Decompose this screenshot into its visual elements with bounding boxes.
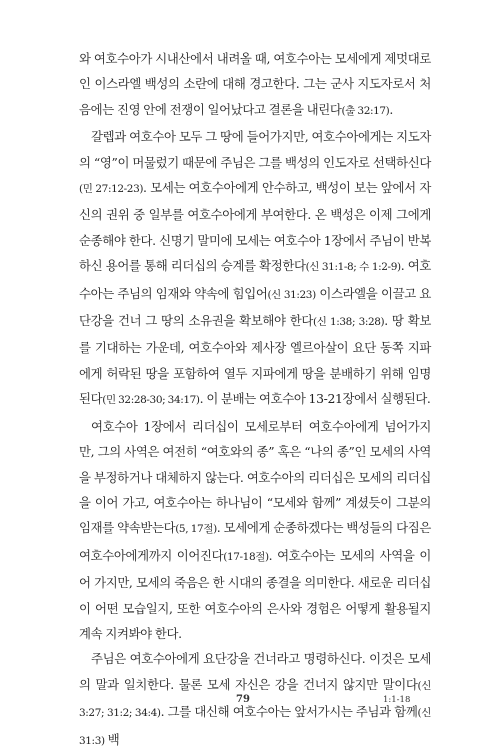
scripture-citation: (민 32:28-30; 34:17)	[102, 394, 200, 407]
paragraph-text: 여호수아 1장에서 리더십이 모세로부터 여호수아에게 넘어가지만, 그의 사역은 여전히 “여호와의 종” 혹은 “나의 종”인 모세의 사역을 부정하거나 대체하지 않는다. 여호수아의 리더십은 모세의 리더십을 이어 가고, 여호수아는 하나님이 “모세와 함께” 계셨듯이 그분의 임재를 약속받는다	[79, 418, 431, 536]
paragraph-text: . 여호수아는 주님의 임재와 약속에 힘입어	[79, 258, 432, 301]
paragraph-text: 이스라엘을 이끌고 요단강을 건너 그 땅의 소유권을 확보해야 한다	[79, 285, 431, 329]
scripture-citation: (신 1:38; 3:28)	[313, 316, 385, 329]
paragraph-text: .	[389, 101, 393, 117]
scripture-citation: (17-18절)	[223, 550, 269, 563]
paragraph-text: . 모세에게 순종하겠다는 백성들의 다짐은 여호수아에게까지 이어진다	[79, 520, 431, 563]
paragraph-text: 주님은 여호수아에게 요단강을 건너라고 명령하신다. 이것은 모세의 말과 일치한다. 물론 모세 자신은 강을 건너지 않지만 말이다	[79, 651, 431, 692]
scripture-citation: (신 31:23)	[267, 288, 316, 301]
paragraph-text: 갈렙과 여호수아 모두 그 땅에 들어가지만, 여호수아에게는 지도자의 “영”이 머물렀기 때문에 주님은 그를 백성의 인도자로 선택하신다	[79, 129, 431, 170]
scripture-citation: (신 3:27; 31:2; 34:4)	[79, 679, 431, 720]
paragraph	[79, 124, 431, 413]
paragraph-text: . 땅 확보를 기대하는 가운데, 여호수아와 제사장 엘르아살이 요단 동쪽 지파에게 허락된 땅을 포함하여 열두 지파에게 땅을 분배하기 위해 임명된다	[79, 313, 432, 407]
paragraph-text: 백	[104, 731, 120, 747]
page-number: 79	[236, 694, 250, 705]
paragraph	[79, 414, 431, 647]
page-body	[79, 46, 431, 754]
page-footer	[0, 694, 500, 710]
scripture-citation: (출 32:17)	[341, 104, 390, 117]
scripture-citation: (신 31:3)	[79, 707, 431, 747]
scripture-citation: (민 27:12-23)	[79, 183, 144, 196]
paragraph-text: . 여호수아는 모세의 사역을 이어 가지만, 모세의 죽음은 한 시대의 종결을 의미한다. 새로운 리더십이 어떤 모습일지, 또한 여호수아의 은사와 경험은 어떻게 활용될지 계속 지켜봐야 한다.	[79, 547, 431, 641]
paragraph-text: . 그를 대신해 여호수아는 앞서가시는 주님과 함께	[160, 704, 418, 720]
paragraph-text: 와 여호수아가 시내산에서 내려올 때, 여호수아는 모세에게 제멋대로인 이스라엘 백성의 소란에 대해 경고한다. 그는 군사 지도자로서 처음에는 진영 안에 전쟁이 일어났다고 결론을 내린다	[79, 51, 431, 117]
scripture-citation: (신 31:1-8; 수 1:2-9)	[305, 261, 401, 274]
scripture-citation: (5, 17절)	[175, 523, 217, 536]
paragraph-text: . 이 분배는 여호수아 13-21장에서 실행된다.	[199, 391, 431, 407]
paragraph	[79, 46, 431, 124]
paragraph-text: . 모세는 여호수아에게 안수하고, 백성이 보는 앞에서 자신의 권위 중 일부를 여호수아에게 부여한다. 온 백성은 이제 그에게 순종해야 한다. 신명기 말미에 모세는 여호수아 1장에서 주님이 반복하신 용어를 통해 리더십의 승계를 확정한다	[79, 180, 431, 274]
running-reference: 1:1-18	[383, 695, 411, 705]
